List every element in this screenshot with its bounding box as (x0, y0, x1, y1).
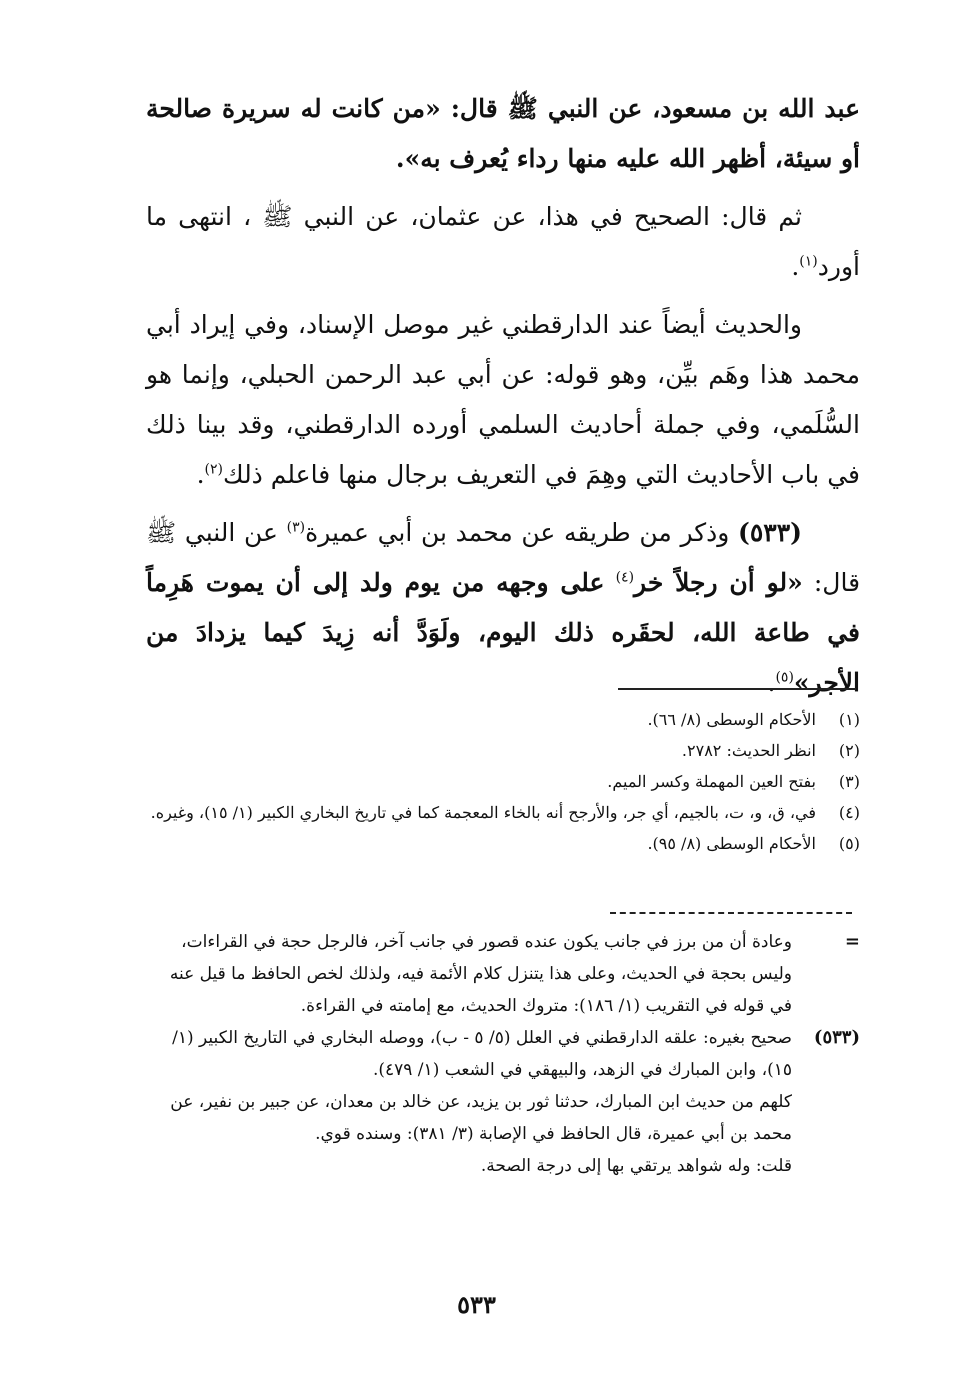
commentary-text: قلت: وله شواهد يرتقي بها إلى درجة الصحة. (480, 1156, 792, 1176)
hadith-number: (٥٣٣) (738, 518, 803, 547)
footnote-number: (٥) (838, 834, 860, 853)
footnote-number: (٤) (838, 803, 860, 822)
paragraph-3-text: والحديث أيضاً عند الدارقطني غير موصل الإسناد، وفي إيراد أبي محمد هذا وهَم بيِّن، وهو قوله: عن أبي عبد الرحمن الحبلي، وإنما هو السُّلَمي، وفي جملة أحاديث السلمي أورده الدارقطني، وقد بينا ذلك في باب الأحاديث التي وهِمَ في التعريف برجال منها فاعلم ذلك (146, 310, 860, 489)
footnote-text: بفتح العين المهملة وكسر الميم. (607, 772, 816, 791)
footnote-ref: (٢) (204, 461, 223, 478)
footnote-ref: (٥) (775, 669, 794, 686)
footnote-ref: (٣) (286, 519, 306, 536)
footnote-item (146, 797, 860, 828)
hadith-text: عبد الله بن مسعود، عن النبي ﷺ قال: «من كانت له سريرة صالحة أو سيئة، أظهر الله عليه منها رداء يُعرف به». (146, 94, 860, 173)
commentary-text: صحيح بغيره: علقه الدارقطني في العلل (٥/ ٥ - ب)، ووصله البخاري في التاريخ الكبير (١/ ١٥)، وابن المبارك في الزهد، والبيهقي في الشعب (١/ ٤٧٩). (172, 1028, 792, 1080)
commentary-continuation (146, 926, 860, 1022)
hadith-text: «لو أن رجلاً خر (634, 568, 803, 597)
paragraph-4-text: وذكر من طريقه عن محمد بن أبي عميرة (305, 518, 730, 547)
hadith-text: على وجهه من يوم ولد إلى أن يموت هَرِماً في طاعة الله، لحقَره ذلك اليوم، ولَوَدَّ أنه زِيدَ كيما يزدادَ من الأجر» (146, 568, 860, 697)
footnote-ref: (١) (799, 253, 818, 270)
footnotes (146, 704, 860, 859)
footnote-number: (٣) (838, 772, 860, 791)
footnote-number: (١) (838, 710, 860, 729)
paragraph-2: ثم قال: الصحيح في هذا، عن عثمان، عن النبي ﷺ ، انتهى ما أورد$^{(١)}$. (146, 202, 860, 281)
paragraph-4: (٥٣٣) وذكر من طريقه عن محمد بن أبي عميرة$^{(٣)}$ عن النبي ﷺ قال: «لو أن رجلاً خر$^{(٤)}$ على وجهه من يوم ولد إلى أن يموت هَرِماً في طاعة الله، لحقَره ذلك اليوم، ولَوَدَّ أنه زِيدَ كيما يزدادَ من الأجر»$^{(٥)}$. (146, 518, 861, 697)
footnote-text: الأحكام الوسطى (٨/ ٩٥). (647, 834, 816, 853)
main-text (146, 84, 860, 716)
commentary-entry (146, 1022, 860, 1086)
paragraph-2-text: ثم قال: الصحيح في هذا، عن عثمان، عن النبي ﷺ ، انتهى ما أورد (146, 202, 860, 281)
page-number: ٥٣٣ (457, 1290, 496, 1319)
paragraph-1 (146, 84, 860, 184)
footnote-item (146, 735, 860, 766)
footnote-text: الأحكام الوسطى (٨/ ٦٦). (647, 710, 816, 729)
footnote-separator (618, 688, 856, 690)
commentary-separator (610, 912, 852, 914)
commentary-text: كلهم من حديث ابن المبارك، حدثنا ثور بن يزيد، عن خالد بن معدان، عن جبير بن نفير، عن محمد بن أبي عميرة، قال الحافظ في الإصابة (٣/ ٣٨١): وسنده قوي. (170, 1092, 792, 1144)
footnote-item (146, 704, 860, 735)
footnote-item (146, 828, 860, 859)
footnote-text: في، ق، و، ت، بالجيم، أي جر، والأرجح أنه بالخاء المعجمة كما في تاريخ البخاري الكبير (١/ ١٥)، وغيره. (150, 803, 816, 822)
footnote-text: انظر الحديث: ٢٧٨٢. (681, 741, 816, 760)
commentary-number: (٥٣٣) (813, 1027, 860, 1048)
footnote-ref: (٤) (615, 569, 635, 586)
commentary (146, 926, 860, 1182)
paragraph-3: والحديث أيضاً عند الدارقطني غير موصل الإسناد، وفي إيراد أبي محمد هذا وهَم بيِّن، وهو قوله: عن أبي عبد الرحمن الحبلي، وإنما هو السُّلَمي، وفي جملة أحاديث السلمي أورده الدارقطني، وقد بينا ذلك في باب الأحاديث التي وهِمَ في التعريف برجال منها فاعلم ذلك$^{(٢)}$. (146, 310, 860, 489)
commentary-text: وعادة أن من برز في جانب يكون عنده قصور في جانب آخر، فالرجل حجة في القراءات، وليس بحجة في الحديث، وعلى هذا يتنزل كلام الأئمة فيه، ولذلك لخص الحافظ ما قيل عنه في قوله في التقريب (١/ ١٨٦): متروك الحديث، مع إمامته في القراءة. (169, 932, 792, 1016)
paragraph-4-text: عن النبي ﷺ قال: (146, 518, 861, 597)
continuation-mark: = (844, 931, 860, 952)
footnote-item (146, 766, 860, 797)
footnote-number: (٢) (838, 741, 860, 760)
